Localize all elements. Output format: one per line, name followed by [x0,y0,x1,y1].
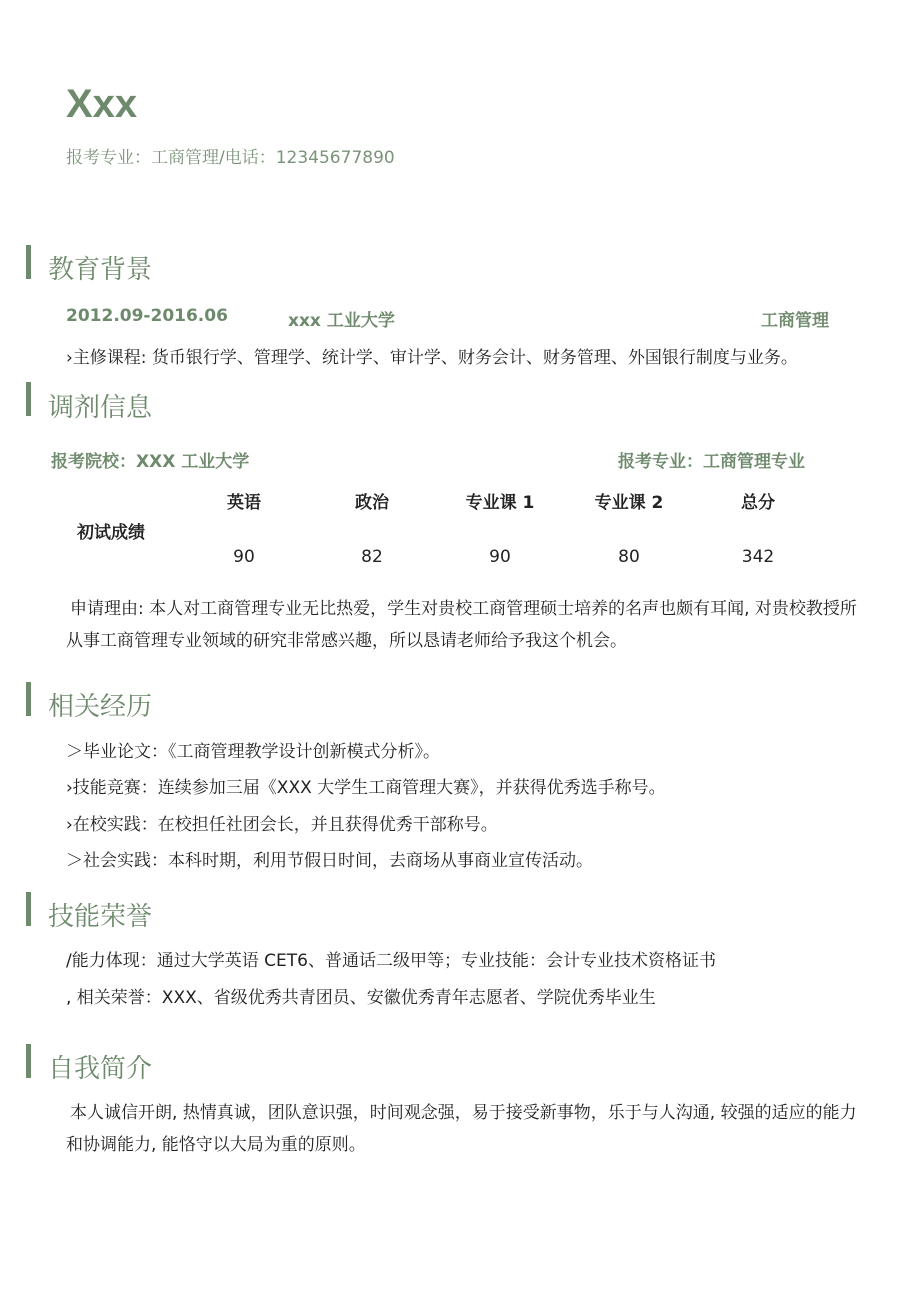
education-period: 2012.09-2016.06 [66,306,228,326]
score-value: 80 [618,547,640,567]
education-school: xxx 工业大学 [288,311,395,331]
score-header: 英语 [227,493,261,513]
application-reason: 申请理由: 本人对工商管理专业无比热爱，学生对贵校工商管理硕士培养的名声也颇有耳闻, 对贵校教授所从事工商管理专业领域的研究非常感兴趣，所以恳请老师给予我这个机会。 [66,599,857,651]
score-value: 90 [489,547,511,567]
experience-item: ＞社会实践：本科时期，利用节假日时间，去商场从事商业宣传活动。 [66,851,593,871]
contact-subtitle: 报考专业：工商管理/电话：12345677890 [66,148,395,168]
skill-item: , 相关荣誉：XXX、省级优秀共青团员、安徽优秀青年志愿者、学院优秀毕业生 [66,988,656,1008]
section-bar [26,382,31,416]
candidate-name: Xxx [66,82,138,126]
target-major: 报考专业：工商管理专业 [618,452,805,472]
experience-item: ›技能竞赛：连续参加三届《XXX 大学生工商管理大赛》，并获得优秀选手称号。 [66,778,666,798]
section-title-intro: 自我简介 [48,1054,153,1084]
section-title-skills: 技能荣誉 [48,902,153,932]
score-value: 82 [361,547,383,567]
section-title-experience: 相关经历 [48,692,153,722]
self-intro-text: 本人诚信开朗, 热情真诚，团队意识强，时间观念强，易于接受新事物，乐于与人沟通, 较强的适应的能力和协调能力, 能恪守以大局为重的原则。 [66,1103,857,1155]
score-row-label: 初试成绩 [77,523,145,543]
score-header: 政治 [355,493,389,513]
skill-item: /能力体现：通过大学英语 CET6、普通话二级甲等；专业技能：会计专业技术资格证书 [66,951,716,971]
score-value: 342 [741,547,775,567]
section-title-adjustment: 调剂信息 [48,393,153,423]
target-school: 报考院校：XXX 工业大学 [51,452,250,472]
education-major: 工商管理 [761,311,829,331]
score-header: 专业课 1 [465,493,535,513]
experience-item: ＞毕业论文：《工商管理教学设计创新模式分析》。 [66,742,440,762]
section-title-education: 教育背景 [48,255,153,285]
education-courses: ›主修课程: 货币银行学、管理学、统计学、审计学、财务会计、财务管理、外国银行制度与业务。 [66,348,798,368]
section-bar [26,1044,31,1078]
score-header: 专业课 2 [594,493,664,513]
section-bar [26,892,31,926]
experience-item: ›在校实践：在校担任社团会长，并且获得优秀干部称号。 [66,815,498,835]
section-bar [26,245,31,279]
score-header: 总分 [741,493,775,513]
section-bar [26,682,31,716]
score-value: 90 [233,547,255,567]
